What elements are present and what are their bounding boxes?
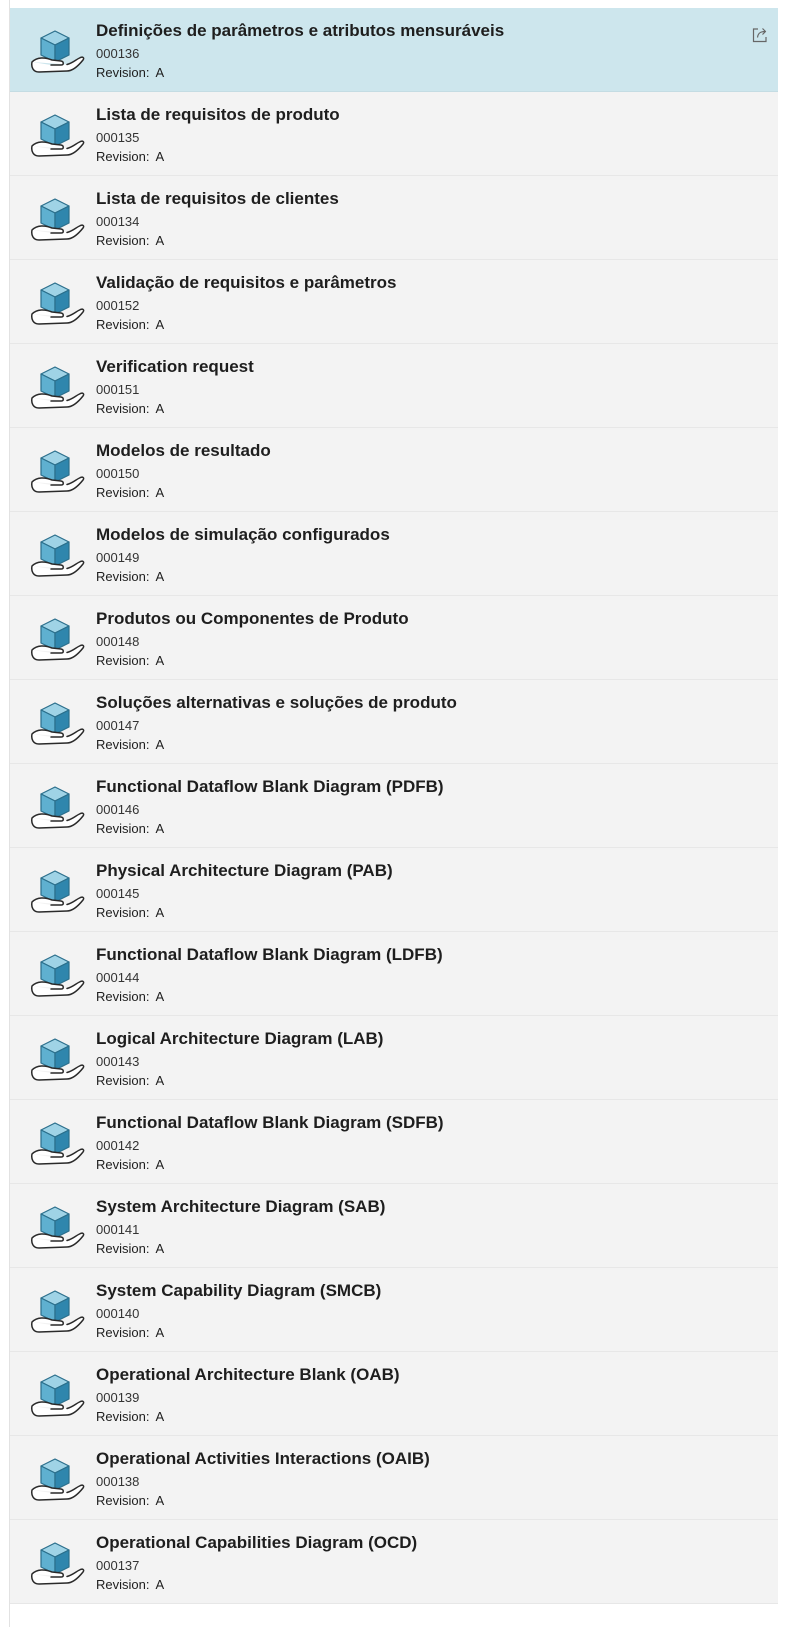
item-title: Operational Activities Interactions (OAIB) — [96, 1449, 430, 1468]
revision-value: A — [155, 1073, 165, 1088]
item-revision — [96, 233, 164, 248]
list-item-000138[interactable] — [10, 1436, 778, 1520]
revision-value: A — [155, 1241, 165, 1256]
item-revision-cube-icon — [27, 1287, 85, 1337]
item-number: 000144 — [96, 970, 140, 985]
item-number: 000140 — [96, 1306, 140, 1321]
revision-value: A — [155, 989, 165, 1004]
list-item-000140[interactable] — [10, 1268, 778, 1352]
revision-label: Revision: — [96, 1073, 150, 1088]
item-title: Functional Dataflow Blank Diagram (SDFB) — [96, 1113, 444, 1132]
revision-label: Revision: — [96, 485, 150, 500]
revision-label: Revision: — [96, 1157, 150, 1172]
revision-value: A — [155, 737, 165, 752]
revision-label: Revision: — [96, 401, 150, 416]
item-title: Verification request — [96, 357, 254, 376]
item-revision-cube-icon — [27, 1539, 85, 1589]
left-panel-edge — [0, 0, 10, 1627]
item-revision — [96, 1241, 164, 1256]
item-revision — [96, 65, 164, 80]
item-number: 000136 — [96, 46, 140, 61]
revision-label: Revision: — [96, 1325, 150, 1340]
item-revision-cube-icon — [27, 195, 85, 245]
list-item-000150[interactable] — [10, 428, 778, 512]
revision-value: A — [155, 1493, 165, 1508]
revision-label: Revision: — [96, 989, 150, 1004]
revision-value: A — [155, 1157, 165, 1172]
item-revision — [96, 821, 164, 836]
item-revision — [96, 989, 164, 1004]
list-item-000149[interactable] — [10, 512, 778, 596]
revision-value: A — [155, 485, 165, 500]
item-revision — [96, 1577, 164, 1592]
item-title: Operational Architecture Blank (OAB) — [96, 1365, 400, 1384]
item-revision-cube-icon — [27, 951, 85, 1001]
revision-label: Revision: — [96, 1241, 150, 1256]
revision-label: Revision: — [96, 905, 150, 920]
list-item-000146[interactable] — [10, 764, 778, 848]
list-item-000142[interactable] — [10, 1100, 778, 1184]
item-title: Operational Capabilities Diagram (OCD) — [96, 1533, 418, 1552]
item-revision — [96, 1157, 164, 1172]
revision-label: Revision: — [96, 65, 150, 80]
revision-label: Revision: — [96, 233, 150, 248]
item-number: 000152 — [96, 298, 140, 313]
list-item-000139[interactable] — [10, 1352, 778, 1436]
revision-label: Revision: — [96, 149, 150, 164]
item-number: 000137 — [96, 1558, 140, 1573]
item-revision-cube-icon — [27, 1119, 85, 1169]
revision-label: Revision: — [96, 1493, 150, 1508]
revision-label: Revision: — [96, 1577, 150, 1592]
item-revision — [96, 737, 164, 752]
item-number: 000134 — [96, 214, 140, 229]
item-revision — [96, 317, 164, 332]
item-number: 000138 — [96, 1474, 140, 1489]
item-revision-cube-icon — [27, 615, 85, 665]
list-item-000147[interactable] — [10, 680, 778, 764]
list-item-000135[interactable] — [10, 92, 778, 176]
item-number: 000145 — [96, 886, 140, 901]
revision-value: A — [155, 1325, 165, 1340]
revision-value: A — [155, 401, 165, 416]
item-revision-cube-icon — [27, 1035, 85, 1085]
item-revision-cube-icon — [27, 363, 85, 413]
item-revision-cube-icon — [27, 447, 85, 497]
item-title: Soluções alternativas e soluções de produto — [96, 693, 457, 712]
revision-value: A — [155, 65, 165, 80]
item-title: Functional Dataflow Blank Diagram (LDFB) — [96, 945, 443, 964]
list-item-000137[interactable] — [10, 1520, 778, 1604]
item-revision — [96, 1073, 164, 1088]
revision-value: A — [155, 653, 165, 668]
revision-value: A — [155, 821, 165, 836]
revision-label: Revision: — [96, 1409, 150, 1424]
list-item-000134[interactable] — [10, 176, 778, 260]
list-item-000148[interactable] — [10, 596, 778, 680]
revision-value: A — [155, 1409, 165, 1424]
item-title: Physical Architecture Diagram (PAB) — [96, 861, 393, 880]
revision-value: A — [155, 1577, 165, 1592]
item-number: 000141 — [96, 1222, 140, 1237]
item-title: System Architecture Diagram (SAB) — [96, 1197, 386, 1216]
item-revision-cube-icon — [27, 1203, 85, 1253]
item-revision-cube-icon — [27, 867, 85, 917]
item-list — [10, 8, 778, 1604]
list-item-000151[interactable] — [10, 344, 778, 428]
item-revision-cube-icon — [27, 1455, 85, 1505]
item-title: Produtos ou Componentes de Produto — [96, 609, 409, 628]
item-number: 000135 — [96, 130, 140, 145]
item-revision — [96, 905, 164, 920]
item-number: 000151 — [96, 382, 140, 397]
item-revision-cube-icon — [27, 111, 85, 161]
item-title: System Capability Diagram (SMCB) — [96, 1281, 382, 1300]
item-number: 000148 — [96, 634, 140, 649]
revision-value: A — [155, 317, 165, 332]
item-revision — [96, 485, 164, 500]
item-revision — [96, 569, 164, 584]
item-revision-cube-icon — [27, 1371, 85, 1421]
revision-label: Revision: — [96, 821, 150, 836]
list-item-000136[interactable] — [10, 8, 778, 92]
item-number: 000146 — [96, 802, 140, 817]
item-revision — [96, 1493, 164, 1508]
revision-value: A — [155, 233, 165, 248]
item-title: Modelos de simulação configurados — [96, 525, 390, 544]
item-title: Functional Dataflow Blank Diagram (PDFB) — [96, 777, 444, 796]
item-number: 000143 — [96, 1054, 140, 1069]
open-external-icon[interactable] — [751, 26, 769, 44]
item-number: 000147 — [96, 718, 140, 733]
item-title: Lista de requisitos de produto — [96, 105, 340, 124]
item-revision — [96, 401, 164, 416]
item-revision — [96, 1325, 164, 1340]
item-revision-cube-icon — [27, 783, 85, 833]
revision-label: Revision: — [96, 569, 150, 584]
item-revision — [96, 653, 164, 668]
item-number: 000150 — [96, 466, 140, 481]
item-number: 000139 — [96, 1390, 140, 1405]
list-item-000144[interactable] — [10, 932, 778, 1016]
item-title: Lista de requisitos de clientes — [96, 189, 339, 208]
item-title: Definições de parâmetros e atributos mensuráveis — [96, 21, 505, 40]
item-number: 000149 — [96, 550, 140, 565]
list-item-000143[interactable] — [10, 1016, 778, 1100]
list-item-000141[interactable] — [10, 1184, 778, 1268]
item-revision-cube-icon — [27, 531, 85, 581]
revision-label: Revision: — [96, 317, 150, 332]
list-item-000152[interactable] — [10, 260, 778, 344]
item-revision-cube-icon — [27, 279, 85, 329]
revision-value: A — [155, 905, 165, 920]
revision-value: A — [155, 149, 165, 164]
revision-label: Revision: — [96, 737, 150, 752]
list-item-000145[interactable] — [10, 848, 778, 932]
item-revision — [96, 1409, 164, 1424]
item-number: 000142 — [96, 1138, 140, 1153]
item-revision — [96, 149, 164, 164]
item-revision-cube-icon — [27, 27, 85, 77]
item-title: Modelos de resultado — [96, 441, 271, 460]
item-title: Logical Architecture Diagram (LAB) — [96, 1029, 384, 1048]
revision-value: A — [155, 569, 165, 584]
revision-label: Revision: — [96, 653, 150, 668]
item-title: Validação de requisitos e parâmetros — [96, 273, 397, 292]
item-revision-cube-icon — [27, 699, 85, 749]
